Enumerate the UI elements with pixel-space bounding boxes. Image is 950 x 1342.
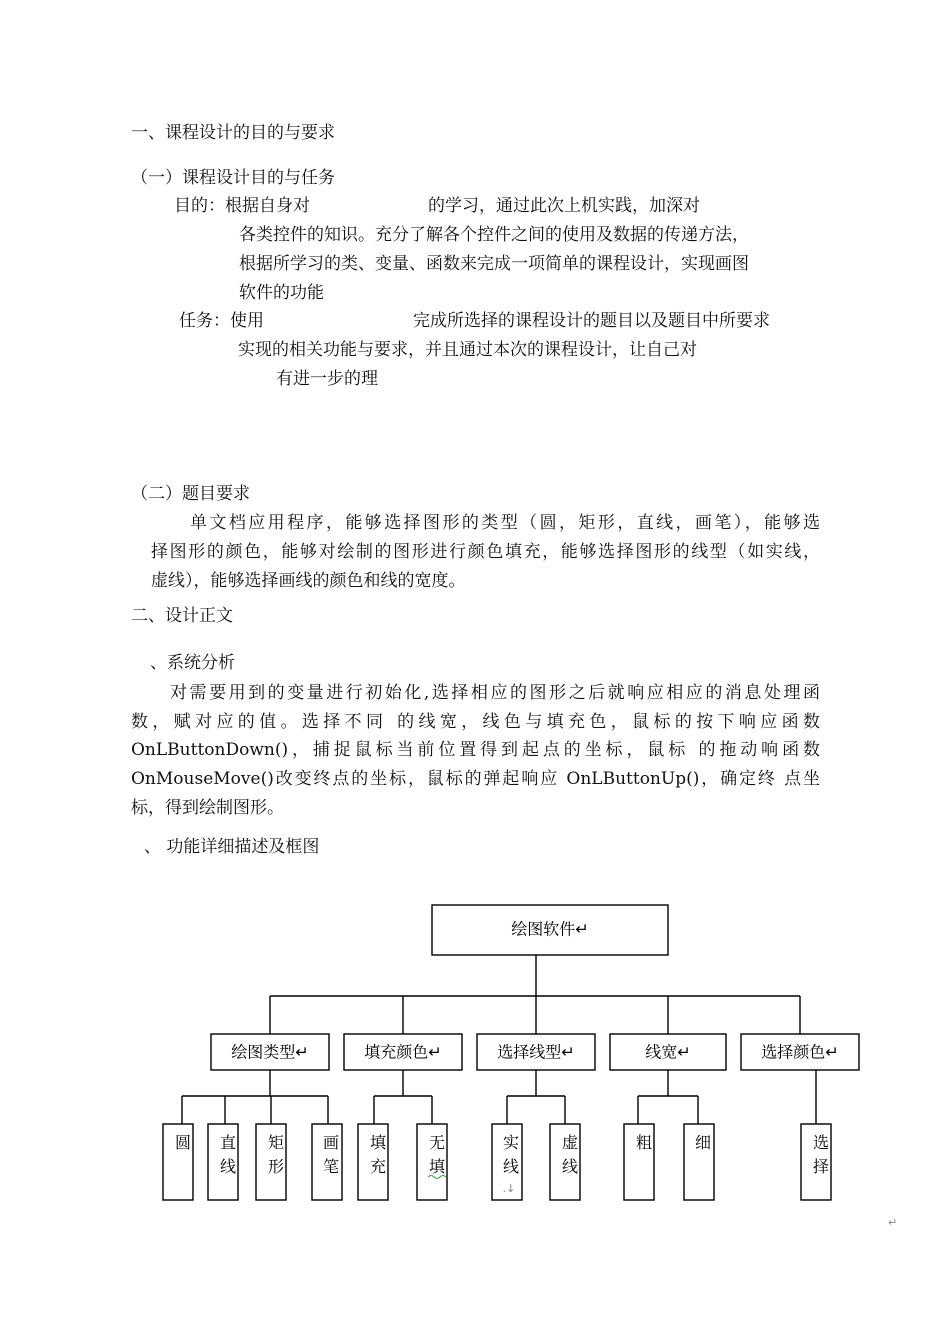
leaf-label: 选 xyxy=(812,1133,830,1152)
purpose-line-2: 各类控件的知识。充分了解各个控件之间的使用及数据的传递方法， xyxy=(239,225,749,245)
leaf-label: 实 xyxy=(502,1133,520,1152)
requirements-line-2: 择图形的颜色，能够对绘制的图形进行颜色填充，能够选择图形的线型（如实线， xyxy=(151,542,820,562)
task-text: 完成所选择的课程设计的题目以及题目中所要求 xyxy=(413,311,770,331)
leaf-label: 择 xyxy=(812,1157,830,1176)
root-label: 绘图软件↵ xyxy=(511,919,589,939)
leaf-label: 画 xyxy=(322,1133,340,1152)
leaf-label: 充 xyxy=(369,1157,387,1176)
paragraph-mark: ↵ xyxy=(888,1216,898,1229)
requirements-line-1: 单文档应用程序，能够选择图形的类型（圆，矩形，直线，画笔），能够选 xyxy=(190,513,820,533)
category-label: 线宽↵ xyxy=(645,1042,691,1062)
paragraph-mark: .↓ xyxy=(502,1182,516,1195)
purpose-label: 目的：根据自身对 xyxy=(174,196,310,216)
leaf-label: 直 xyxy=(219,1133,237,1152)
category-label: 选择线型↵ xyxy=(497,1042,575,1062)
leaf-label: 圆 xyxy=(174,1133,192,1152)
section1-heading: 一、课程设计的目的与要求 xyxy=(131,123,335,143)
analysis-line-4: OnMouseMove()改变终点的坐标，鼠标的弹起响应 OnLButtonUp()，确定终 点坐 xyxy=(131,769,820,789)
section2-heading: 二、设计正文 xyxy=(131,606,233,626)
feature-heading: 、 功能详细描述及框图 xyxy=(144,837,320,857)
category-label: 填充颜色↵ xyxy=(364,1042,442,1062)
diagram-category-boxes xyxy=(211,1034,859,1070)
subsection1-heading: （一）课程设计目的与任务 xyxy=(131,168,335,188)
leaf-label: 细 xyxy=(694,1133,712,1152)
diagram-root-box xyxy=(432,905,668,955)
leaf-label: 形 xyxy=(267,1157,285,1176)
leaf-label: 虚 xyxy=(561,1133,579,1152)
leaf-label: 粗 xyxy=(635,1133,653,1152)
task-label: 任务：使用 xyxy=(179,311,264,331)
leaf-label: 填 xyxy=(369,1133,387,1152)
subsection2-heading: （二）题目要求 xyxy=(131,484,250,504)
leaf-label: 线 xyxy=(219,1157,237,1176)
category-label: 选择颜色↵ xyxy=(761,1042,839,1062)
leaf-label: 矩 xyxy=(267,1133,285,1152)
analysis-line-1: 对需要用到的变量进行初始化,选择相应的图形之后就响应相应的消息处理函 xyxy=(170,683,820,703)
leaf-label: 笔 xyxy=(322,1157,340,1176)
analysis-line-5: 标，得到绘制图形。 xyxy=(131,798,284,818)
purpose-text: 的学习，通过此次上机实践，加深对 xyxy=(428,196,700,216)
task-line-2: 实现的相关功能与要求，并且通过本次的课程设计，让自己对 xyxy=(238,340,697,360)
leaf-label: 线 xyxy=(561,1157,579,1176)
analysis-heading: 、系统分析 xyxy=(150,653,235,673)
analysis-line-3: OnLButtonDown()，捕捉鼠标当前位置得到起点的坐标，鼠标 的拖动响函数 xyxy=(131,740,820,760)
requirements-line-3: 虚线），能够选择画线的颜色和线的宽度。 xyxy=(151,571,466,591)
task-line-3: 有进一步的理 xyxy=(276,369,378,389)
analysis-line-2: 数，赋对应的值。选择不同 的线宽，线色与填充色，鼠标的按下响应函数 xyxy=(131,712,820,732)
diagram-leaf-boxes xyxy=(163,1124,831,1200)
purpose-line-3: 根据所学习的类、变量、函数来完成一项简单的课程设计，实现画图 xyxy=(239,254,749,274)
leaf-label: 无 xyxy=(428,1133,446,1152)
category-label: 绘图类型↵ xyxy=(231,1042,309,1062)
leaf-label: 填 xyxy=(428,1157,446,1176)
purpose-line-4: 软件的功能 xyxy=(239,283,324,303)
leaf-label: 线 xyxy=(502,1157,520,1176)
